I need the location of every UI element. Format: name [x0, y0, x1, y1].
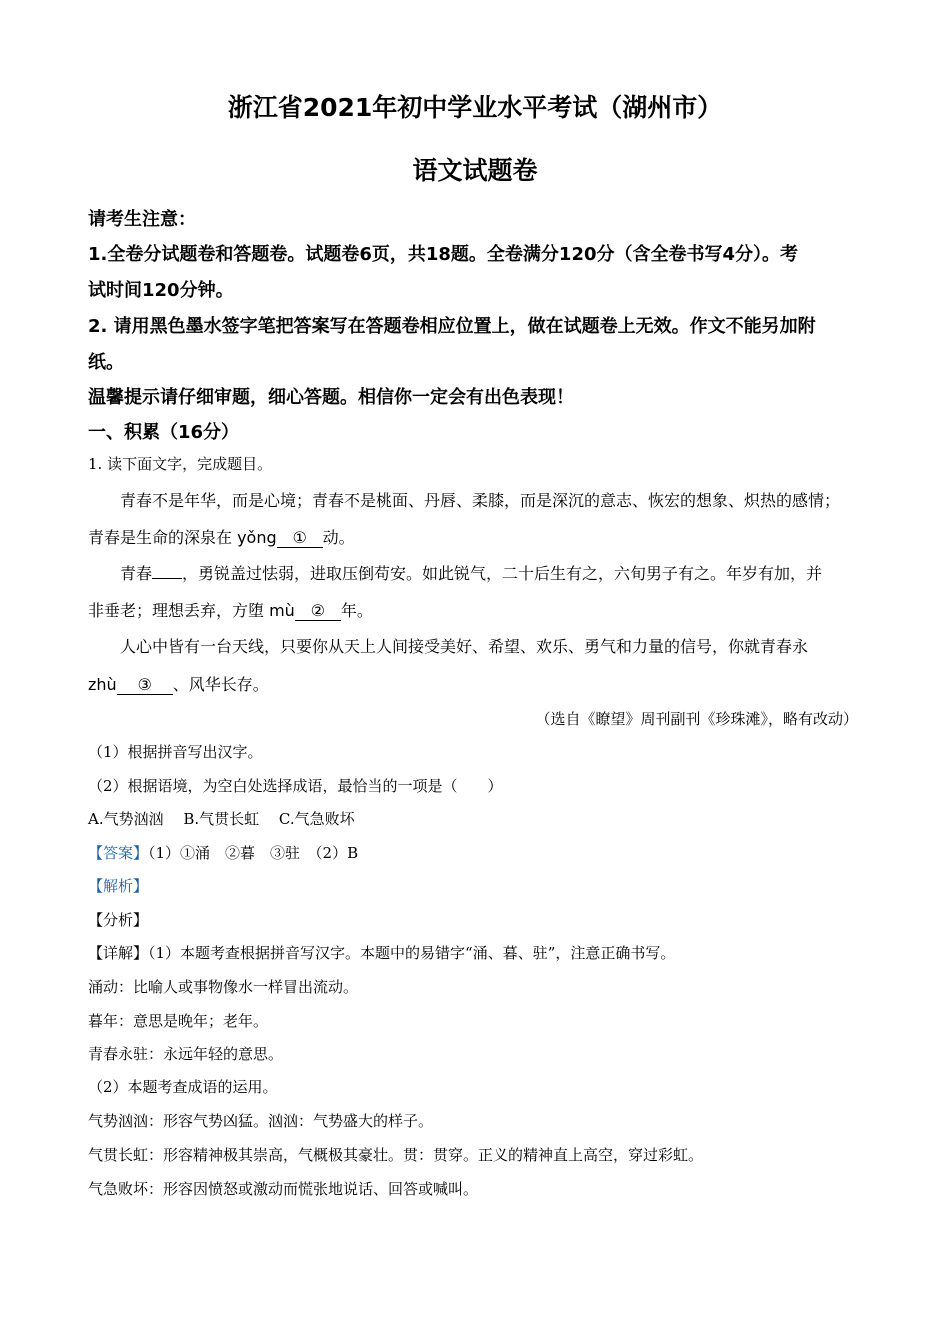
explanation-line: 青春永驻：永远年轻的意思。 — [88, 1045, 284, 1063]
passage-p1-line1: 青春不是年华，而是心境；青春不是桃面、丹唇、柔膝，而是深沉的意志、恢宏的想象、炽热的感情； — [120, 491, 841, 510]
notice-heading: 请考生注意： — [88, 209, 196, 230]
blank-1: ① — [277, 528, 323, 548]
notice-item2-line2: 纸。 — [88, 352, 124, 373]
fenxi-label: 【分析】 — [88, 911, 149, 929]
detail-explanation: 【详解】（1）本题考查根据拼音写汉字。本题中的易错字“涌、暮、驻”，注意正确书写。 — [88, 944, 676, 962]
answer-label: 【答案】 — [88, 844, 149, 862]
notice-item1-line2: 试时间120分钟。 — [88, 280, 234, 301]
exam-title: 浙江省2021年初中学业水平考试（湖州市） — [227, 93, 723, 122]
explanation-line: 气急败坏：形容因愤怒或激动而慌张地说话、回答或喊叫。 — [88, 1180, 479, 1198]
blank-chengyu — [152, 578, 182, 579]
exam-subtitle: 语文试题卷 — [412, 156, 538, 185]
answer-options: A.气势汹汹 B.气贯长虹 C.气急败坏 — [88, 810, 355, 828]
analysis-label: 【解析】 — [88, 877, 149, 895]
passage-source: （选自《瞭望》周刊副刊《珍珠滩》，略有改动） — [535, 710, 858, 728]
passage-text: zhù — [88, 675, 117, 694]
notice-item2-line1: 2. 请用黑色墨水签字笔把答案写在答题卷相应位置上，做在试题卷上无效。作文不能另加附 — [88, 316, 816, 337]
explanation-line: （2）本题考查成语的运用。 — [88, 1078, 278, 1096]
explanation-line: 气贯长虹：形容精神极其崇高，气概极其豪壮。贯：贯穿。正义的精神直上高空，穿过彩虹。 — [88, 1146, 704, 1164]
notice-tip: 温馨提示请仔细审题，细心答题。相信你一定会有出色表现！ — [88, 387, 574, 408]
blank-3: ③ — [117, 675, 173, 695]
answer-text: （1）①涌 ②暮 ③驻 （2）B — [148, 844, 359, 862]
passage-p3-line2 — [88, 672, 269, 695]
answer-line — [88, 842, 358, 863]
passage-text: 、风华长存。 — [172, 675, 269, 694]
explanation-line: 涌动：比喻人或事物像水一样冒出流动。 — [88, 978, 359, 996]
explanation-line: 气势汹汹：形容气势凶猛。汹汹：气势盛大的样子。 — [88, 1112, 434, 1130]
subquestion-1: （1）根据拼音写出汉字。 — [88, 743, 263, 761]
notice-item1-line1: 1.全卷分试题卷和答题卷。试题卷6页，共18题。全卷满分120分（含全卷书写4分）。考 — [88, 244, 799, 265]
passage-p1-line2 — [88, 525, 355, 548]
section1-heading: 一、积累（16分） — [88, 422, 240, 443]
passage-text: 青春 — [120, 564, 153, 583]
subquestion-2: （2）根据语境，为空白处选择成语，最恰当的一项是（ ） — [88, 777, 503, 795]
question1-stem: 1. 读下面文字，完成题目。 — [88, 455, 273, 473]
passage-p2-line1 — [120, 561, 822, 584]
passage-text: 非垂老；理想丢弃，方堕 mù — [88, 601, 295, 620]
passage-text: 青春是生命的深泉在 yǒng — [88, 528, 277, 547]
passage-text: 动。 — [322, 528, 355, 547]
passage-p2-line2 — [88, 598, 373, 621]
passage-text: 年。 — [340, 601, 373, 620]
explanation-line: 暮年：意思是晚年；老年。 — [88, 1012, 269, 1030]
passage-p3-line1: 人心中皆有一台天线，只要你从天上人间接受美好、希望、欢乐、勇气和力量的信号，你就青春永 — [120, 637, 809, 656]
passage-text: ，勇锐盖过怯弱，进取压倒苟安。如此锐气，二十后生有之，六旬男子有之。年岁有加，并 — [182, 564, 823, 583]
blank-2: ② — [295, 601, 341, 621]
